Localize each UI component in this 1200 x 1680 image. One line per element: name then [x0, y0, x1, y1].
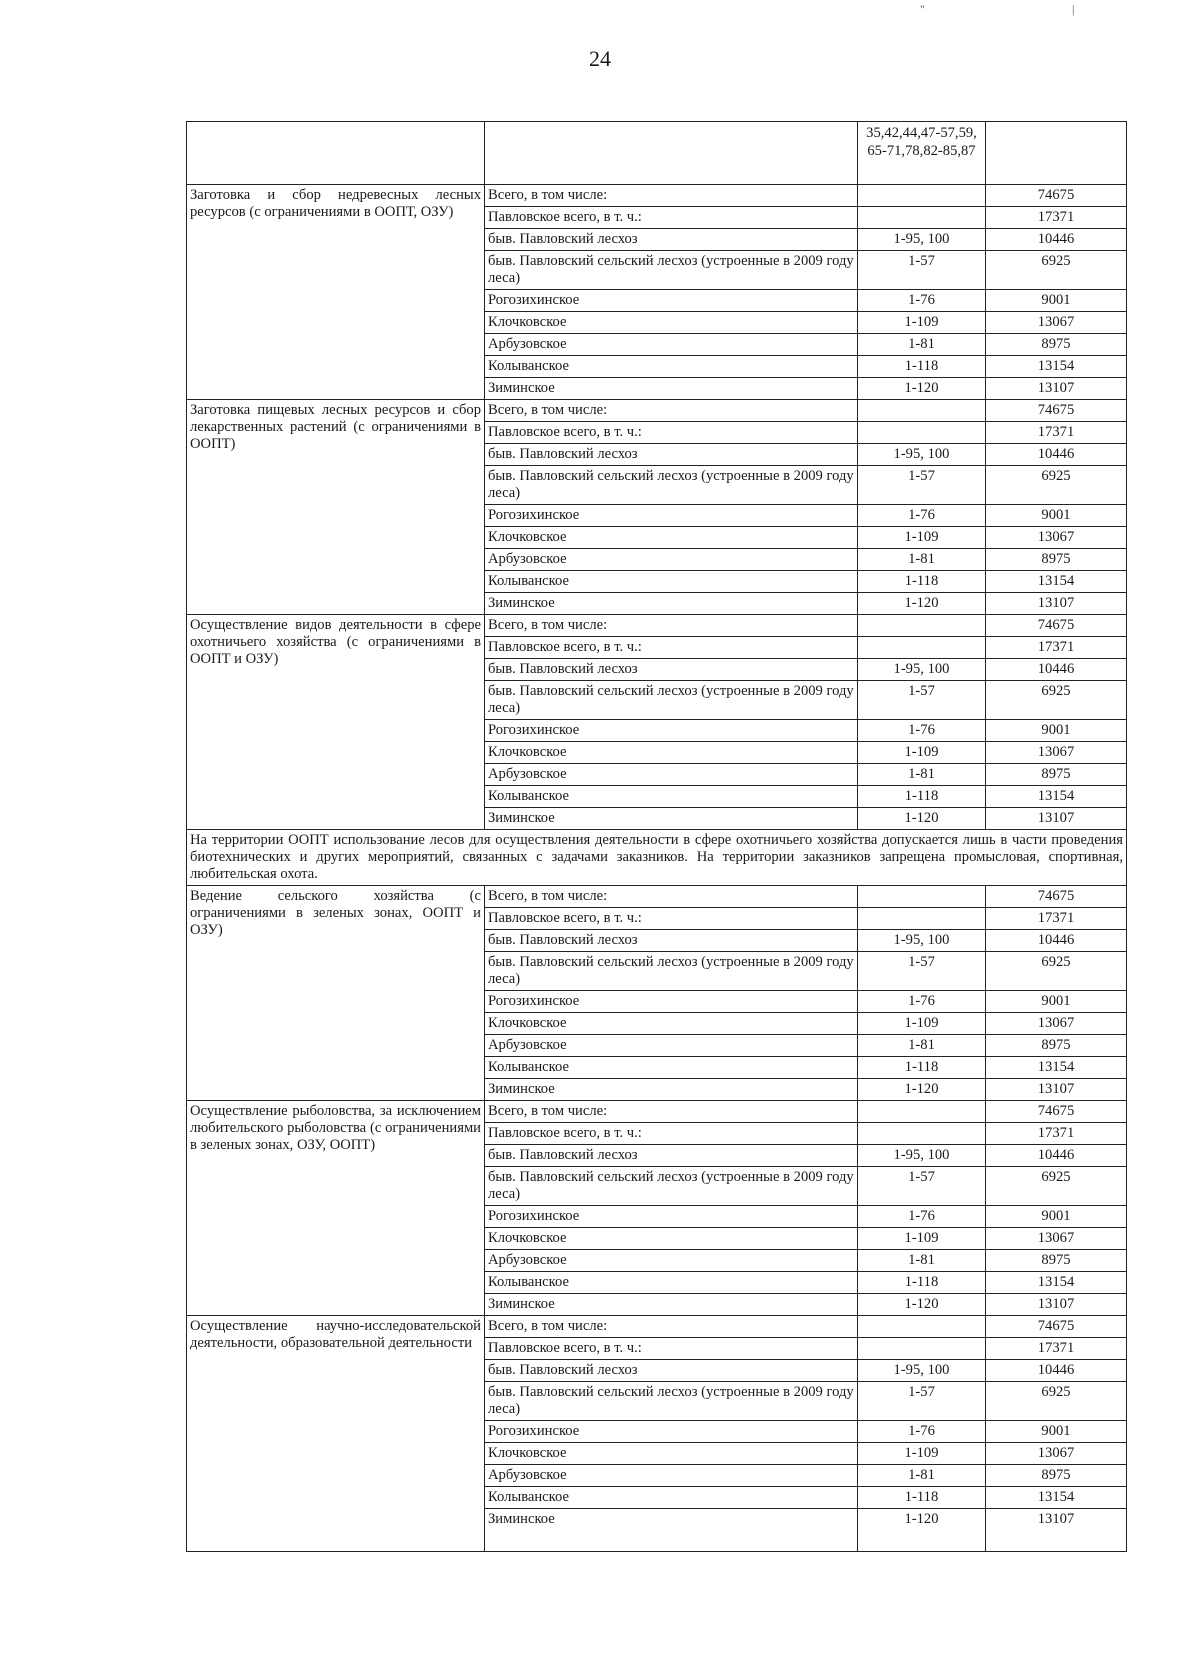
area-cell: 13154	[986, 786, 1127, 808]
forestry-name-cell: Рогозихинское	[485, 991, 858, 1013]
quarters-cell	[858, 400, 986, 422]
quarters-cell: 1-118	[858, 786, 986, 808]
forestry-name-cell: Всего, в том числе:	[485, 185, 858, 207]
quarters-cell	[858, 422, 986, 444]
table-row	[187, 1316, 1127, 1338]
forestry-name-cell: быв. Павловский лесхоз	[485, 229, 858, 251]
quarters-cell: 1-120	[858, 808, 986, 830]
forestry-name-cell: Клочковское	[485, 1228, 858, 1250]
forestry-name-cell: Арбузовское	[485, 1465, 858, 1487]
forestry-name-cell: Рогозихинское	[485, 1206, 858, 1228]
area-cell: 9001	[986, 1206, 1127, 1228]
forestry-name-cell: быв. Павловский лесхоз	[485, 1360, 858, 1382]
area-cell: 74675	[986, 886, 1127, 908]
forestry-name-cell: быв. Павловский сельский лесхоз (устроенные в 2009 году леса)	[485, 1167, 858, 1206]
forestry-name-cell: Арбузовское	[485, 334, 858, 356]
note-row	[187, 830, 1127, 886]
quarters-cell: 1-120	[858, 593, 986, 615]
area-cell: 6925	[986, 466, 1127, 505]
area-cell: 6925	[986, 1167, 1127, 1206]
quarters-cell	[858, 1316, 986, 1338]
forestry-name-cell: Колыванское	[485, 356, 858, 378]
quarters-cell	[858, 185, 986, 207]
area-cell: 10446	[986, 444, 1127, 466]
quarters-cell: 1-57	[858, 952, 986, 991]
area-cell: 9001	[986, 991, 1127, 1013]
activity-cell: Заготовка пищевых лесных ресурсов и сбор лекарственных растений (с ограничениями в ООПТ)	[187, 400, 485, 615]
quarters-cell: 1-109	[858, 527, 986, 549]
area-cell: 9001	[986, 720, 1127, 742]
activity-cell: Осуществление видов деятельности в сфере охотничьего хозяйства (с ограничениями в ООПТ и ОЗУ)	[187, 615, 485, 830]
area-cell: 74675	[986, 185, 1127, 207]
forestry-name-cell: Клочковское	[485, 1013, 858, 1035]
forestry-name-cell: Колыванское	[485, 1057, 858, 1079]
quarters-cell	[858, 886, 986, 908]
area-cell: 13067	[986, 1013, 1127, 1035]
forestry-name-cell: Зиминское	[485, 1079, 858, 1101]
area-cell: 17371	[986, 207, 1127, 229]
quarters-cell: 1-81	[858, 764, 986, 786]
forestry-name-cell: Колыванское	[485, 1272, 858, 1294]
quarters-cell: 1-118	[858, 1057, 986, 1079]
forestry-name-cell: Зиминское	[485, 1294, 858, 1316]
table-row	[187, 400, 1127, 422]
area-cell: 6925	[986, 1382, 1127, 1421]
area-cell: 9001	[986, 290, 1127, 312]
area-cell: 13154	[986, 571, 1127, 593]
area-cell: 8975	[986, 549, 1127, 571]
header-cell	[187, 122, 485, 185]
forestry-name-cell: Клочковское	[485, 742, 858, 764]
activity-cell: Осуществление научно-исследовательской деятельности, образовательной деятельности	[187, 1316, 485, 1552]
table-header-row	[187, 122, 1127, 185]
quarters-cell: 1-95, 100	[858, 1360, 986, 1382]
forestry-name-cell: быв. Павловский лесхоз	[485, 930, 858, 952]
forestry-name-cell: Зиминское	[485, 593, 858, 615]
activity-cell: Осуществление рыболовства, за исключением любительского рыболовства (с ограничениями в зеленых зонах, ОЗУ, ООПТ)	[187, 1101, 485, 1316]
quarters-cell	[858, 637, 986, 659]
quarters-cell: 1-95, 100	[858, 229, 986, 251]
quarters-cell: 1-95, 100	[858, 659, 986, 681]
forestry-name-cell: Клочковское	[485, 312, 858, 334]
quarters-cell: 1-95, 100	[858, 1145, 986, 1167]
area-cell: 13107	[986, 378, 1127, 400]
quarters-cell	[858, 615, 986, 637]
area-cell: 10446	[986, 659, 1127, 681]
area-cell: 6925	[986, 251, 1127, 290]
area-cell: 6925	[986, 952, 1127, 991]
area-cell: 13107	[986, 808, 1127, 830]
quarters-cell: 1-57	[858, 681, 986, 720]
area-cell: 17371	[986, 422, 1127, 444]
area-cell: 17371	[986, 637, 1127, 659]
forestry-name-cell: Рогозихинское	[485, 505, 858, 527]
area-cell: 13154	[986, 1272, 1127, 1294]
area-cell: 9001	[986, 1421, 1127, 1443]
activity-cell: Заготовка и сбор недревесных лесных ресурсов (с ограничениями в ООПТ, ОЗУ)	[187, 185, 485, 400]
forestry-name-cell: Павловское всего, в т. ч.:	[485, 422, 858, 444]
quarters-cell: 1-81	[858, 549, 986, 571]
area-cell: 74675	[986, 1101, 1127, 1123]
forestry-name-cell: Всего, в том числе:	[485, 400, 858, 422]
area-cell: 74675	[986, 1316, 1127, 1338]
forestry-name-cell: Всего, в том числе:	[485, 1101, 858, 1123]
page-number: 24	[589, 46, 611, 71]
quarters-cell	[858, 1338, 986, 1360]
quarters-cell: 1-57	[858, 466, 986, 505]
area-cell: 10446	[986, 1360, 1127, 1382]
area-cell: 13067	[986, 742, 1127, 764]
forestry-name-cell: Зиминское	[485, 378, 858, 400]
header-cell	[485, 122, 858, 185]
quarters-cell: 1-118	[858, 1487, 986, 1509]
forestry-name-cell: Павловское всего, в т. ч.:	[485, 1338, 858, 1360]
forestry-name-cell: Колыванское	[485, 1487, 858, 1509]
forestry-name-cell: быв. Павловский сельский лесхоз (устроенные в 2009 году леса)	[485, 251, 858, 290]
forestry-name-cell: Павловское всего, в т. ч.:	[485, 908, 858, 930]
quarters-cell: 1-109	[858, 312, 986, 334]
forestry-name-cell: Павловское всего, в т. ч.:	[485, 207, 858, 229]
quarters-cell: 1-81	[858, 1035, 986, 1057]
area-cell: 8975	[986, 334, 1127, 356]
table-row	[187, 1101, 1127, 1123]
quarters-cell: 1-120	[858, 1294, 986, 1316]
quarters-cell: 1-57	[858, 251, 986, 290]
area-cell: 8975	[986, 1465, 1127, 1487]
forestry-name-cell: Арбузовское	[485, 1035, 858, 1057]
forestry-name-cell: Всего, в том числе:	[485, 615, 858, 637]
area-cell: 13107	[986, 1079, 1127, 1101]
forestry-name-cell: быв. Павловский сельский лесхоз (устроенные в 2009 году леса)	[485, 952, 858, 991]
table-body	[187, 122, 1127, 1552]
area-cell: 13154	[986, 356, 1127, 378]
area-cell: 10446	[986, 229, 1127, 251]
forestry-name-cell: Зиминское	[485, 1509, 858, 1552]
area-cell: 6925	[986, 681, 1127, 720]
forestry-name-cell: быв. Павловский сельский лесхоз (устроенные в 2009 году леса)	[485, 1382, 858, 1421]
area-cell: 13154	[986, 1057, 1127, 1079]
area-cell: 13067	[986, 1443, 1127, 1465]
forestry-name-cell: Клочковское	[485, 1443, 858, 1465]
quarters-cell: 1-76	[858, 991, 986, 1013]
quarters-cell: 1-76	[858, 1421, 986, 1443]
area-cell: 74675	[986, 615, 1127, 637]
area-cell: 10446	[986, 930, 1127, 952]
quarters-cell: 1-76	[858, 505, 986, 527]
quarters-cell	[858, 207, 986, 229]
forestry-name-cell: быв. Павловский лесхоз	[485, 659, 858, 681]
area-cell: 13067	[986, 1228, 1127, 1250]
forestry-name-cell: Всего, в том числе:	[485, 1316, 858, 1338]
activity-cell: Ведение сельского хозяйства (с ограничениями в зеленых зонах, ООПТ и ОЗУ)	[187, 886, 485, 1101]
quarters-cell: 1-109	[858, 1013, 986, 1035]
area-cell: 13067	[986, 312, 1127, 334]
forestry-name-cell: Клочковское	[485, 527, 858, 549]
area-cell: 8975	[986, 1250, 1127, 1272]
header-cell-quarters: 35,42,44,47-57,59, 65-71,78,82-85,87	[858, 122, 986, 185]
quarters-cell: 1-76	[858, 1206, 986, 1228]
quarters-cell: 1-118	[858, 356, 986, 378]
area-cell: 17371	[986, 908, 1127, 930]
quarters-cell: 1-118	[858, 1272, 986, 1294]
forestry-name-cell: Павловское всего, в т. ч.:	[485, 637, 858, 659]
forestry-name-cell: быв. Павловский сельский лесхоз (устроенные в 2009 году леса)	[485, 466, 858, 505]
quarters-cell: 1-57	[858, 1382, 986, 1421]
area-cell: 8975	[986, 764, 1127, 786]
scan-mark: |	[1072, 2, 1075, 16]
area-cell: 13107	[986, 1509, 1127, 1552]
forestry-name-cell: Колыванское	[485, 571, 858, 593]
quarters-cell	[858, 1123, 986, 1145]
forestry-name-cell: Арбузовское	[485, 1250, 858, 1272]
quarters-cell: 1-109	[858, 742, 986, 764]
table-row	[187, 185, 1127, 207]
quarters-cell: 1-81	[858, 334, 986, 356]
forestry-name-cell: Всего, в том числе:	[485, 886, 858, 908]
quarters-cell: 1-76	[858, 290, 986, 312]
quarters-cell: 1-95, 100	[858, 930, 986, 952]
quarters-cell: 1-120	[858, 1509, 986, 1552]
quarters-cell: 1-81	[858, 1250, 986, 1272]
table-row	[187, 615, 1127, 637]
area-cell: 13107	[986, 1294, 1127, 1316]
forestry-name-cell: Зиминское	[485, 808, 858, 830]
forest-use-table	[186, 121, 1127, 1552]
header-cell	[986, 122, 1127, 185]
table-row	[187, 886, 1127, 908]
area-cell: 17371	[986, 1338, 1127, 1360]
forestry-name-cell: Рогозихинское	[485, 720, 858, 742]
forestry-name-cell: Рогозихинское	[485, 290, 858, 312]
quarters-cell	[858, 908, 986, 930]
forestry-name-cell: Рогозихинское	[485, 1421, 858, 1443]
note-text: На территории ООПТ использование лесов для осуществления деятельности в сфере охотничьего хозяйства допускается лишь в части проведения биотехнических и других мероприятий, связанных с задачами заказников. На территории заказников запрещена промысловая, спортивная, любительская охота.	[187, 830, 1127, 886]
forestry-name-cell: Павловское всего, в т. ч.:	[485, 1123, 858, 1145]
area-cell: 13107	[986, 593, 1127, 615]
quarters-cell: 1-120	[858, 1079, 986, 1101]
scan-mark: "	[920, 2, 925, 16]
area-cell: 13154	[986, 1487, 1127, 1509]
forestry-name-cell: Арбузовское	[485, 764, 858, 786]
quarters-cell: 1-57	[858, 1167, 986, 1206]
quarters-cell: 1-81	[858, 1465, 986, 1487]
quarters-cell: 1-120	[858, 378, 986, 400]
area-cell: 10446	[986, 1145, 1127, 1167]
quarters-cell: 1-109	[858, 1443, 986, 1465]
quarters-cell: 1-76	[858, 720, 986, 742]
area-cell: 13067	[986, 527, 1127, 549]
forestry-name-cell: Арбузовское	[485, 549, 858, 571]
area-cell: 74675	[986, 400, 1127, 422]
forestry-name-cell: Колыванское	[485, 786, 858, 808]
area-cell: 17371	[986, 1123, 1127, 1145]
forestry-name-cell: быв. Павловский сельский лесхоз (устроенные в 2009 году леса)	[485, 681, 858, 720]
quarters-cell	[858, 1101, 986, 1123]
quarters-cell: 1-118	[858, 571, 986, 593]
quarters-cell: 1-95, 100	[858, 444, 986, 466]
area-cell: 8975	[986, 1035, 1127, 1057]
forestry-name-cell: быв. Павловский лесхоз	[485, 1145, 858, 1167]
area-cell: 9001	[986, 505, 1127, 527]
forestry-name-cell: быв. Павловский лесхоз	[485, 444, 858, 466]
quarters-cell: 1-109	[858, 1228, 986, 1250]
